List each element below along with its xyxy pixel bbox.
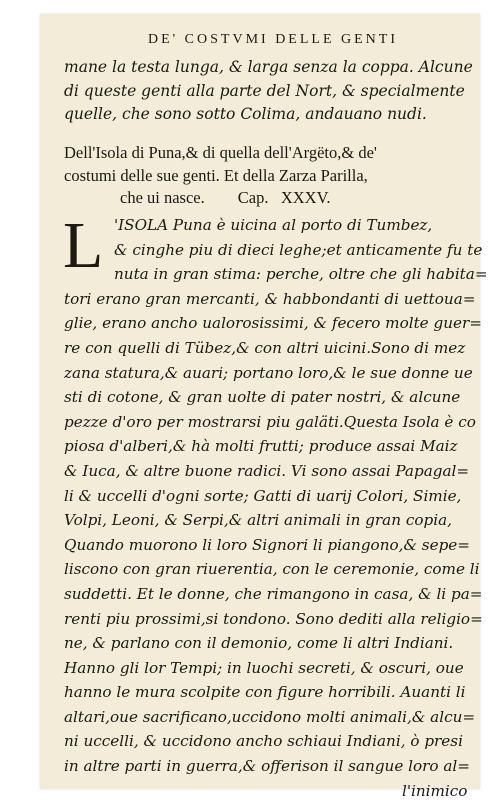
text-line: Quando muorono li loro Signori li piangono,& sepe= bbox=[64, 535, 471, 554]
text-line: hanno le mura scolpite con figure horribili. Auanti li bbox=[64, 683, 466, 702]
heading-line: che ui nasce. Cap. XXXV. bbox=[120, 188, 331, 207]
text-line: liscono con gran riuerentia, con le ceremonie, come li bbox=[64, 560, 480, 579]
text-line: in altre parti in guerra,& offerison il sangue loro al= bbox=[64, 757, 471, 776]
drop-cap: L bbox=[63, 209, 104, 282]
text-line: Hanno gli lor Tempi; in luochi secreti, & oscuri, oue bbox=[64, 658, 464, 677]
text-line: pezze d'oro per mostrarsi piu galäti.Questa Isola è co bbox=[64, 412, 476, 431]
text-line: zana statura,& auari; portano loro,& le sue donne ue bbox=[64, 363, 473, 382]
text-line: quelle, che sono sotto Colima, andauano nudi. bbox=[64, 105, 427, 123]
text-line: & Iuca, & altre buone radici. Vi sono assai Papagal= bbox=[64, 461, 470, 480]
text-line: suddetti. Et le donne, che rimangono in casa, & li pa= bbox=[64, 584, 483, 603]
text-line: piosa d'alberi,& hà molti frutti; produce assai Maiz bbox=[64, 437, 458, 456]
text-line: renti piu prossimi,si tondono. Sono dediti alla religio= bbox=[64, 609, 483, 628]
text-line: Volpi, Leoni, & Serpi,& altri animali in gran copia, bbox=[64, 511, 452, 530]
text-line: 'ISOLA Puna è uicina al porto di Tumbez, bbox=[114, 216, 433, 234]
text-line: glie, erano ancho ualorosissimi, & fecero molte guer= bbox=[64, 314, 482, 333]
text-line: sti di cotone, & gran uolte di pater nostri, & alcune bbox=[64, 388, 461, 407]
text-line: ne, & parlano con il demonio, come li altri Indiani. bbox=[64, 634, 454, 653]
continued-text bbox=[64, 56, 473, 127]
text-line: ni uccelli, & uccidono ancho schiaui Indiani, ò presi bbox=[64, 732, 463, 751]
text-line: li & uccelli d'ogni sorte; Gatti di uarij Colori, Simie, bbox=[64, 486, 462, 505]
text-line: tori erano gran mercanti, & habbondanti di uettoua= bbox=[64, 289, 476, 308]
chapter-heading bbox=[64, 142, 469, 210]
text-line: di queste genti alla parte del Nort, & specialmente bbox=[64, 81, 465, 100]
text-line: altari,oue sacrificano,uccidono molti animali,& alcu= bbox=[64, 707, 476, 726]
text-line: & cinghe piu di dieci leghe;et anticamente fu te bbox=[114, 240, 483, 259]
heading-line: Dell'Isola di Puna,& di quella dell'Argëto,& de' bbox=[64, 143, 377, 162]
heading-line: costumi delle sue genti. Et della Zarza Parilla, bbox=[64, 165, 368, 185]
chapter-text bbox=[63, 209, 488, 803]
text-line: mane la testa lunga, & larga senza la coppa. Alcune bbox=[64, 58, 473, 76]
book-page bbox=[40, 14, 488, 800]
running-header: DE' COSTVMI DELLE GENTI bbox=[148, 32, 398, 47]
text-line: l'inimico bbox=[402, 781, 468, 800]
text-line: re con quelli di Tübez,& con altri uicini.Sono di mez bbox=[64, 338, 466, 357]
text-line: nuta in gran stima: perche, oltre che gli habita= bbox=[114, 265, 488, 284]
